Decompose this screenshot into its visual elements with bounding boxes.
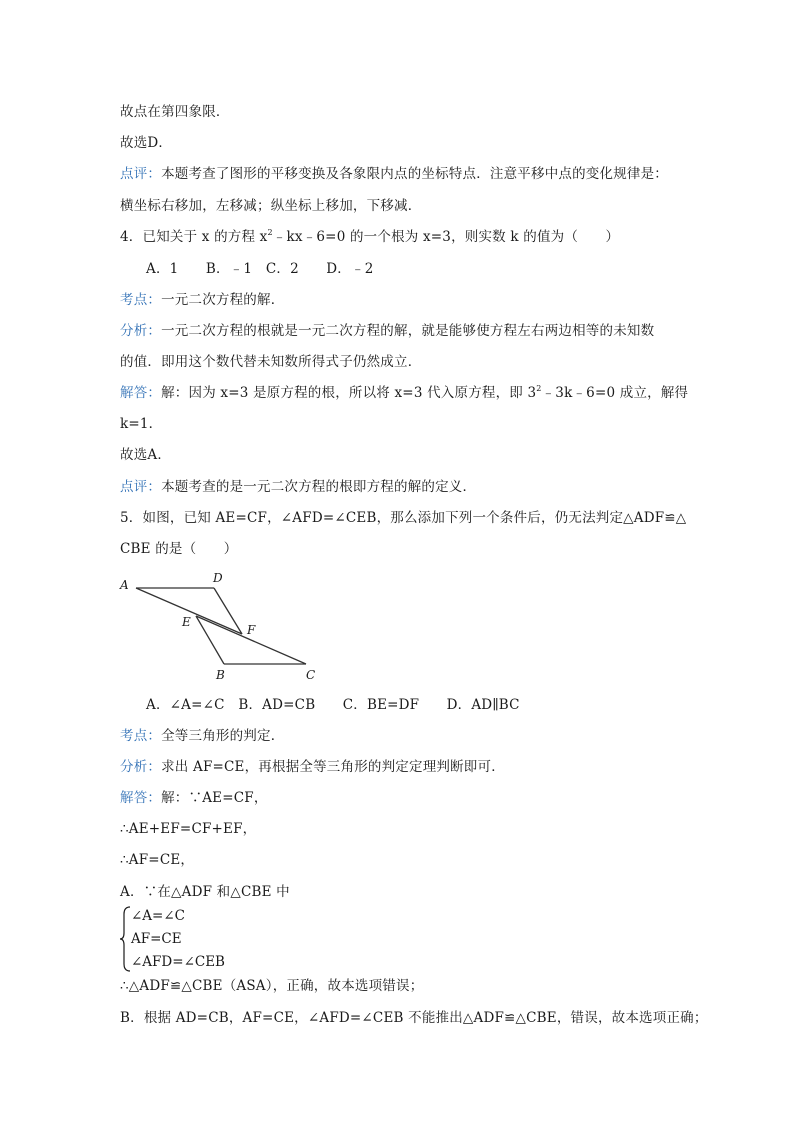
analysis-text: 一元二次方程的根就是一元二次方程的解，就是能够使方程左右两边相等的未知数: [161, 323, 655, 339]
text-line: ∴AF=CE，: [120, 852, 195, 868]
comment-text: 本题考查的是一元二次方程的根即方程的解的定义．: [161, 479, 477, 495]
q4-stem-post: ﹣kx﹣6=0 的一个根为 x=3，则实数 k 的值为（ ）: [272, 229, 620, 245]
answer-text: 解：∵AE=CF，: [161, 790, 268, 806]
comment-line: [120, 165, 668, 183]
q5-answer-line: [120, 789, 268, 807]
answer-text-pre: 解：因为 x=3 是原方程的根，所以将 x=3 代入原方程，即 3: [161, 385, 537, 401]
system-eq-1: ∠A=∠C: [131, 908, 186, 924]
text-line: B．根据 AD=CB，AF=CE，∠AFD=∠CEB 不能推出△ADF≌△CBE，错误，故本选项正确；: [120, 1010, 708, 1026]
point-text: 全等三角形的判定．: [161, 728, 285, 744]
question-5-stem-cont: CBE 的是（ ）: [120, 541, 238, 557]
q5-analysis-line: [120, 758, 505, 776]
question-5-options: A．∠A=∠C B．AD=CB C．BE=DF D．AD∥BC: [146, 697, 520, 713]
text-line: 故选A．: [120, 447, 172, 463]
analysis-label: 分析：: [120, 323, 162, 339]
system-eq-3: ∠AFD=∠CEB: [131, 954, 225, 970]
comment-label: 点评：: [120, 479, 162, 495]
point-text: 一元二次方程的解．: [161, 292, 285, 308]
label-e: E: [182, 615, 191, 629]
analysis-label: 分析：: [120, 759, 162, 775]
label-c: C: [306, 668, 316, 682]
answer-exponent: 2: [536, 384, 542, 393]
label-b: B: [216, 668, 225, 682]
text-line: A．∵在△ADF 和△CBE 中: [120, 884, 290, 900]
system-eq-2: AF=CE: [131, 931, 182, 947]
text-line: k=1．: [120, 416, 163, 432]
segment-eb: [196, 616, 224, 664]
label-f: F: [247, 623, 256, 637]
text-line: 故点在第四象限．: [120, 104, 230, 120]
label-a: A: [120, 578, 129, 592]
q4-answer-line: [120, 384, 688, 402]
text-line: 故选D．: [120, 135, 173, 151]
q5-point-line: [120, 727, 284, 745]
text-line: ∴AE+EF=CF+EF，: [120, 821, 257, 837]
question-4-stem: [120, 228, 619, 246]
question-5-stem: 5．如图，已知 AE=CF，∠AFD=∠CEB，那么添加下列一个条件后，仍无法判定△ADF≌△: [120, 510, 687, 526]
label-d: D: [213, 571, 223, 585]
comment-text: 本题考查了图形的平移变换及各象限内点的坐标特点．注意平移中点的变化规律是：: [161, 166, 669, 182]
comment-label: 点评：: [120, 166, 162, 182]
question-4-options: A．1 B．﹣1 C．2 D．﹣2: [146, 261, 374, 277]
text-line: 横坐标右移加，左移减；纵坐标上移加，下移减．: [120, 198, 422, 214]
geometry-figure: [116, 568, 326, 684]
text-line: ∴△ADF≌△CBE（ASA），正确，故本选项错误；: [120, 978, 424, 994]
answer-text-post: ﹣3k﹣6=0 成立，解得: [541, 385, 689, 401]
q4-point-line: [120, 291, 284, 309]
answer-label: 解答：: [120, 790, 162, 806]
q4-exponent: 2: [267, 228, 273, 237]
segment-df: [214, 588, 242, 634]
q4-analysis-line: [120, 322, 654, 340]
point-label: 考点：: [120, 728, 162, 744]
analysis-text: 求出 AF=CE，再根据全等三角形的判定定理判断即可．: [161, 759, 505, 775]
point-label: 考点：: [120, 292, 162, 308]
q4-comment-line: [120, 478, 476, 496]
text-line: 的值．即用这个数代替未知数所得式子仍然成立．: [120, 354, 422, 370]
answer-label: 解答：: [120, 385, 162, 401]
q4-stem-pre: 4．已知关于 x 的方程 x: [120, 229, 268, 245]
